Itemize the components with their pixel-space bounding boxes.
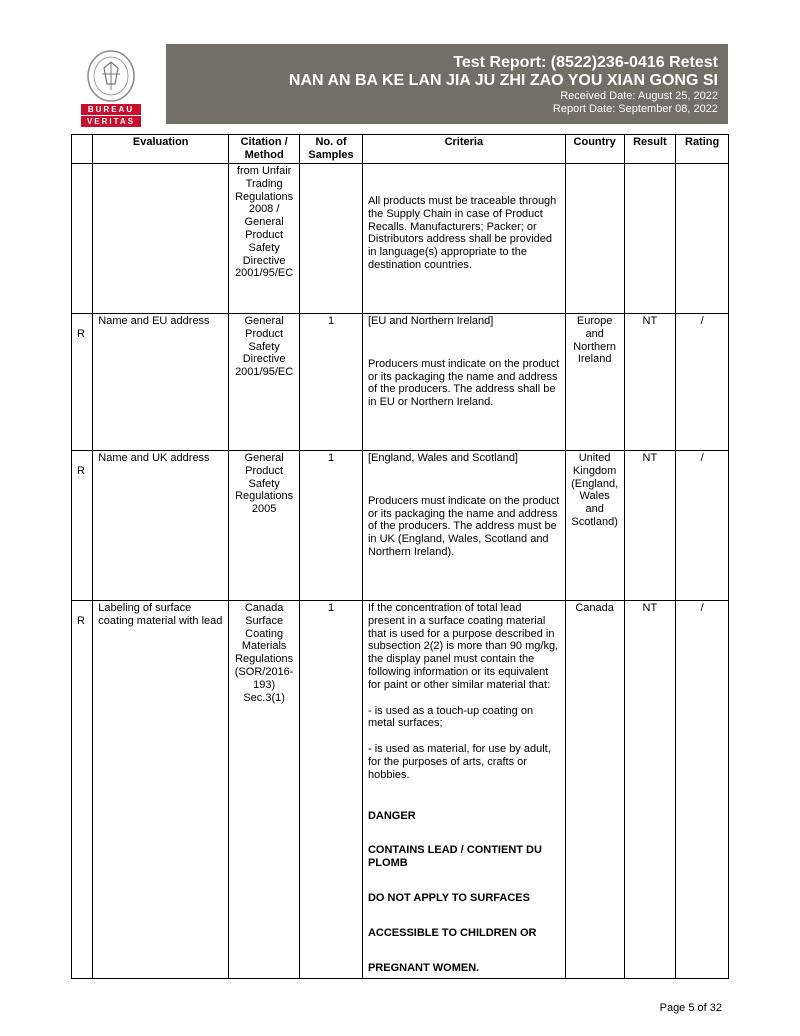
cell-country: United Kingdom (England, Wales and Scotland) [565,451,624,601]
cell-rating: / [676,601,729,979]
bureau-veritas-logo [80,50,142,128]
table-row [72,314,729,451]
cell-mark [72,451,93,601]
cell-samples: 1 [300,451,363,601]
warning-contains-lead: CONTAINS LEAD / CONTIENT DU PLOMB [367,844,542,870]
table-row [72,601,729,979]
cell-criteria [362,164,565,314]
logo-word-veritas: VERITAS [86,117,136,126]
page-number: Page 5 of 32 [659,1002,722,1014]
report-date: Report Date: September 08, 2022 [552,103,718,115]
cell-mark [72,314,93,451]
table-header-row [72,135,729,164]
cell-evaluation [93,164,229,314]
criteria-text: All products must be traceable through the Supply Chain in case of Product Recalls. Manufacturers; Packer; or Distributors address shall be provided in language(s) appropriate to the destination countries. [367,195,557,271]
mark-label: R [77,465,85,477]
col-header-criteria: Criteria [362,135,565,164]
cell-evaluation: Name and EU address [93,314,229,451]
col-header-samples: No. of Samples [300,135,363,164]
cell-result [624,164,676,314]
criteria-text: Producers must indicate on the product or its packaging the name and address of the producers. The address must be in UK (England, Wales, Scotland and Northern Ireland). [367,494,560,558]
table-row [72,451,729,601]
cell-rating: / [676,314,729,451]
col-header-mark [72,135,93,164]
criteria-heading: [EU and Northern Ireland] [367,315,494,327]
cell-citation: General Product Safety Regulations 2005 [229,451,300,601]
cell-criteria [362,451,565,601]
cell-criteria [362,314,565,451]
cell-country: Europe and Northern Ireland [565,314,624,451]
report-header [166,44,728,124]
mark-label: R [77,615,85,627]
evaluation-table [71,134,729,979]
mark-label: R [77,328,85,340]
col-header-citation: Citation / Method [229,135,300,164]
cell-rating [676,164,729,314]
cell-result: NT [624,601,676,979]
cell-result: NT [624,314,676,451]
cell-criteria [362,601,565,979]
warning-do-not-apply: DO NOT APPLY TO SURFACES [367,891,530,904]
criteria-bullet: - is used as material, for use by adult, for the purposes of arts, crafts or hobbies. [367,743,551,781]
cell-samples: 1 [300,601,363,979]
cell-samples: 1 [300,314,363,451]
table-row [72,164,729,314]
criteria-text: Producers must indicate on the product or its packaging the name and address of the producers. The address shall be in EU or Northern Ireland. [367,357,560,409]
cell-country: Canada [565,601,624,979]
criteria-heading: [England, Wales and Scotland] [367,452,518,464]
company-name: NAN AN BA KE LAN JIA JU ZHI ZAO YOU XIAN GONG SI [288,72,718,89]
cell-evaluation: Name and UK address [93,451,229,601]
col-header-evaluation: Evaluation [93,135,229,164]
report-title: Test Report: (8522)236-0416 Retest [453,54,718,71]
cell-citation: Canada Surface Coating Materials Regulations (SOR/2016-193) Sec.3(1) [229,601,300,979]
cell-citation: from Unfair Trading Regulations 2008 / General Product Safety Directive 2001/95/EC [229,164,300,314]
col-header-rating: Rating [676,135,729,164]
warning-accessible: ACCESSIBLE TO CHILDREN OR [367,926,537,939]
logo-word-bureau: BUREAU [87,105,135,114]
cell-rating: / [676,451,729,601]
received-date: Received Date: August 25, 2022 [560,90,718,102]
cell-result: NT [624,451,676,601]
criteria-bullet: - is used as a touch-up coating on metal surfaces; [367,704,534,730]
cell-citation: General Product Safety Directive 2001/95/EC [229,314,300,451]
cell-samples [300,164,363,314]
cell-mark [72,164,93,314]
cell-evaluation: Labeling of surface coating material with lead [93,601,229,979]
col-header-country: Country [565,135,624,164]
warning-pregnant: PREGNANT WOMEN. [367,961,480,974]
cell-mark [72,601,93,979]
cell-country [565,164,624,314]
col-header-result: Result [624,135,676,164]
criteria-text: If the concentration of total lead present in a surface coating material that is used for a purpose described in subsection 2(2) is more than 90 mg/kg, the display panel must contain the following information or its equivalent for paint or other similar material that: [367,602,559,691]
warning-danger: DANGER [367,809,416,822]
